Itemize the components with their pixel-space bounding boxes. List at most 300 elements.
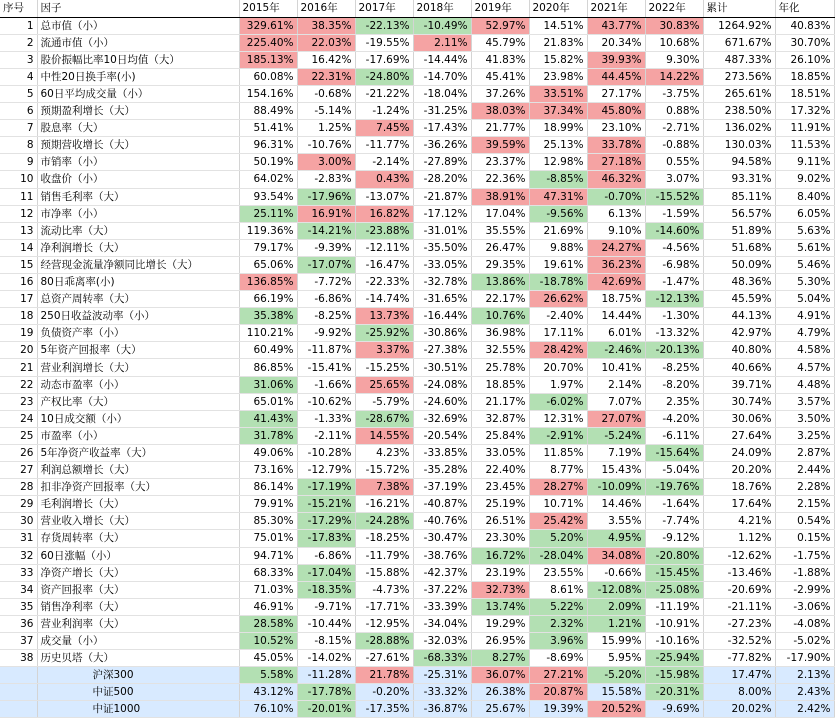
cumulative-cell: 1.12% [703,530,775,547]
factor-name: 市净率（小） [37,205,239,222]
year-return-cell: -8.69% [529,650,587,667]
year-return-cell: -40.87% [413,496,471,513]
col-header: 年化 [775,0,834,17]
row-index: 30 [0,513,37,530]
table-row [0,85,834,102]
year-return-cell: 75.01% [239,530,297,547]
year-return-cell: 33.78% [587,137,645,154]
year-return-cell: -17.07% [297,256,355,273]
year-return-cell: -6.86% [297,291,355,308]
annualized-cell: 8.40% [775,188,834,205]
year-return-cell: -10.62% [297,393,355,410]
year-return-cell: 66.19% [239,291,297,308]
annualized-cell: 2.42% [775,701,834,718]
year-return-cell: 3.55% [587,513,645,530]
year-return-cell: -9.69% [645,701,703,718]
annualized-cell: 0.54% [775,513,834,530]
table-row [0,154,834,171]
year-return-cell: -20.54% [413,427,471,444]
annualized-cell: 4.79% [775,325,834,342]
year-return-cell: -36.26% [413,137,471,154]
year-return-cell: 28.58% [239,615,297,632]
table-body [0,17,834,718]
row-index: 13 [0,222,37,239]
year-return-cell: -22.13% [355,17,413,34]
year-return-cell: 26.51% [471,513,529,530]
year-return-cell: -9.12% [645,530,703,547]
year-return-cell: 23.19% [471,564,529,581]
year-return-cell: -16.47% [355,256,413,273]
factor-name: 利润总额增长（大） [37,462,239,479]
year-return-cell: -13.32% [645,325,703,342]
table-row [0,342,834,359]
cumulative-cell: 17.64% [703,496,775,513]
row-index: 29 [0,496,37,513]
factor-name: 扣非净资产回报率（大） [37,479,239,496]
year-return-cell: -18.25% [355,530,413,547]
year-return-cell: 3.37% [355,342,413,359]
factor-name: 市销率（小） [37,154,239,171]
year-return-cell: -18.04% [413,85,471,102]
factor-name: 沪深300 [37,667,239,684]
row-index: 17 [0,291,37,308]
annualized-cell: 18.85% [775,68,834,85]
year-return-cell: 7.45% [355,120,413,137]
cumulative-cell: 44.13% [703,308,775,325]
row-index: 1 [0,17,37,34]
annualized-cell: 3.50% [775,410,834,427]
year-return-cell: -28.20% [413,171,471,188]
year-return-cell: -33.32% [413,684,471,701]
year-return-cell: 5.22% [529,598,587,615]
cumulative-cell: 51.89% [703,222,775,239]
factor-name: 流通市值（小） [37,34,239,51]
year-return-cell: -8.25% [297,308,355,325]
year-return-cell: 35.38% [239,308,297,325]
year-return-cell: -15.72% [355,462,413,479]
factor-name: 历史贝塔（大） [37,650,239,667]
cumulative-cell: -12.62% [703,547,775,564]
row-index: 16 [0,274,37,291]
row-index: 37 [0,632,37,649]
year-return-cell: -10.91% [645,615,703,632]
year-return-cell: 38.91% [471,188,529,205]
cumulative-cell: 40.66% [703,359,775,376]
table-row [0,410,834,427]
year-return-cell: -17.69% [355,51,413,68]
annualized-cell: 5.04% [775,291,834,308]
year-return-cell: -14.21% [297,222,355,239]
year-return-cell: 25.67% [471,701,529,718]
year-return-cell: 14.22% [645,68,703,85]
cumulative-cell: -32.52% [703,632,775,649]
table-row [0,650,834,667]
year-return-cell: 18.85% [471,376,529,393]
row-index: 20 [0,342,37,359]
col-header: 序号 [0,0,37,17]
year-return-cell: 26.95% [471,632,529,649]
year-return-cell: 2.09% [587,598,645,615]
row-index: 18 [0,308,37,325]
year-return-cell: -17.35% [355,701,413,718]
year-return-cell: 10.71% [529,496,587,513]
row-index: 12 [0,205,37,222]
table-row [0,222,834,239]
table-row [0,615,834,632]
annualized-cell: 5.30% [775,274,834,291]
factor-name: 成交量（小） [37,632,239,649]
year-return-cell: 32.55% [471,342,529,359]
year-return-cell: -0.68% [297,85,355,102]
factor-name: 负债资产率（小） [37,325,239,342]
col-header: 2017年 [355,0,413,17]
year-return-cell: 31.78% [239,427,297,444]
year-return-cell: -3.75% [645,85,703,102]
factor-name: 中性20日换手率(小) [37,68,239,85]
year-return-cell: -15.41% [297,359,355,376]
year-return-cell: -9.92% [297,325,355,342]
table-row [0,256,834,273]
year-return-cell: 39.93% [587,51,645,68]
year-return-cell: -1.66% [297,376,355,393]
year-return-cell: 329.61% [239,17,297,34]
cumulative-cell: 50.09% [703,256,775,273]
table-row [0,359,834,376]
year-return-cell: -9.39% [297,239,355,256]
year-return-cell: -31.25% [413,103,471,120]
year-return-cell: 46.91% [239,598,297,615]
year-return-cell: 65.01% [239,393,297,410]
year-return-cell: -10.09% [587,479,645,496]
year-return-cell: -10.28% [297,444,355,461]
cumulative-cell: -27.23% [703,615,775,632]
row-index: 15 [0,256,37,273]
year-return-cell: 18.99% [529,120,587,137]
annualized-cell: 11.53% [775,137,834,154]
year-return-cell: -1.30% [645,308,703,325]
year-return-cell: -18.35% [297,581,355,598]
year-return-cell: 23.98% [529,68,587,85]
year-return-cell: 60.08% [239,68,297,85]
year-return-cell: 185.13% [239,51,297,68]
year-return-cell: -6.86% [297,547,355,564]
table-row [0,17,834,34]
cumulative-cell: 130.03% [703,137,775,154]
year-return-cell: 14.44% [587,308,645,325]
year-return-cell: -35.50% [413,239,471,256]
year-return-cell: 1.97% [529,376,587,393]
year-return-cell: 10.68% [645,34,703,51]
annualized-cell: 26.10% [775,51,834,68]
year-return-cell: 2.11% [413,34,471,51]
annualized-cell: -3.06% [775,598,834,615]
col-header: 2019年 [471,0,529,17]
year-return-cell: 7.38% [355,479,413,496]
year-return-cell: 25.13% [529,137,587,154]
row-index: 19 [0,325,37,342]
year-return-cell: -17.71% [355,598,413,615]
year-return-cell: 20.87% [529,684,587,701]
year-return-cell: 12.31% [529,410,587,427]
row-index: 6 [0,103,37,120]
year-return-cell: -11.28% [297,667,355,684]
factor-name: 资产回报率（大） [37,581,239,598]
year-return-cell: 0.55% [645,154,703,171]
table-row [0,462,834,479]
row-index: 5 [0,85,37,102]
row-index: 14 [0,239,37,256]
year-return-cell: 16.82% [355,205,413,222]
year-return-cell: -11.77% [355,137,413,154]
year-return-cell: 136.85% [239,274,297,291]
cumulative-cell: 487.33% [703,51,775,68]
header-row [0,0,834,17]
year-return-cell: -12.79% [297,462,355,479]
cumulative-cell: -21.11% [703,598,775,615]
year-return-cell: 6.01% [587,325,645,342]
year-return-cell: 16.91% [297,205,355,222]
col-header: 因子 [37,0,239,17]
annualized-cell: 3.25% [775,427,834,444]
year-return-cell: -1.64% [645,496,703,513]
year-return-cell: -28.67% [355,410,413,427]
year-return-cell: -37.19% [413,479,471,496]
year-return-cell: 4.95% [587,530,645,547]
annualized-cell: 2.13% [775,667,834,684]
year-return-cell: -5.24% [587,427,645,444]
year-return-cell: 119.36% [239,222,297,239]
year-return-cell: -33.39% [413,598,471,615]
row-index: 35 [0,598,37,615]
year-return-cell: 1.21% [587,615,645,632]
year-return-cell: 23.55% [529,564,587,581]
table-row [0,513,834,530]
col-header: 累计 [703,0,775,17]
factor-name: 收盘价（小） [37,171,239,188]
year-return-cell: 27.21% [529,667,587,684]
annualized-cell: 4.57% [775,359,834,376]
year-return-cell: 3.07% [645,171,703,188]
year-return-cell: -0.88% [645,137,703,154]
year-return-cell: 5.95% [587,650,645,667]
year-return-cell: 68.33% [239,564,297,581]
year-return-cell: -33.05% [413,256,471,273]
year-return-cell: 9.30% [645,51,703,68]
year-return-cell: 9.10% [587,222,645,239]
table-row [0,68,834,85]
factor-name: 动态市盈率（小） [37,376,239,393]
year-return-cell: 34.08% [587,547,645,564]
row-index: 25 [0,427,37,444]
annualized-cell: 5.63% [775,222,834,239]
year-return-cell: -18.78% [529,274,587,291]
year-return-cell: 21.77% [471,120,529,137]
cumulative-cell: 56.57% [703,205,775,222]
year-return-cell: 76.10% [239,701,297,718]
year-return-cell: 22.40% [471,462,529,479]
annualized-cell: 2.28% [775,479,834,496]
year-return-cell: 15.58% [587,684,645,701]
year-return-cell: 14.51% [529,17,587,34]
year-return-cell: 0.43% [355,171,413,188]
table-row [0,376,834,393]
year-return-cell: -12.11% [355,239,413,256]
year-return-cell: 19.39% [529,701,587,718]
year-return-cell: 52.97% [471,17,529,34]
year-return-cell: 14.55% [355,427,413,444]
cumulative-cell: 85.11% [703,188,775,205]
year-return-cell: -17.19% [297,479,355,496]
year-return-cell: -32.69% [413,410,471,427]
year-return-cell: 21.78% [355,667,413,684]
year-return-cell: 25.84% [471,427,529,444]
year-return-cell: -42.37% [413,564,471,581]
year-return-cell: 88.49% [239,103,297,120]
annualized-cell: 5.46% [775,256,834,273]
year-return-cell: -14.60% [645,222,703,239]
year-return-cell: -17.78% [297,684,355,701]
year-return-cell: -37.22% [413,581,471,598]
year-return-cell: 85.30% [239,513,297,530]
year-return-cell: 20.52% [587,701,645,718]
year-return-cell: -30.51% [413,359,471,376]
year-return-cell: -1.24% [355,103,413,120]
factor-name: 预期营收增长（大） [37,137,239,154]
year-return-cell: 27.07% [587,410,645,427]
year-return-cell: -10.76% [297,137,355,154]
table-row [0,308,834,325]
row-index: 23 [0,393,37,410]
year-return-cell: 33.51% [529,85,587,102]
year-return-cell: 11.85% [529,444,587,461]
year-return-cell: -24.60% [413,393,471,410]
year-return-cell: -15.45% [645,564,703,581]
year-return-cell: 22.31% [297,68,355,85]
year-return-cell: 26.38% [471,684,529,701]
row-index: 8 [0,137,37,154]
year-return-cell: 47.31% [529,188,587,205]
table-row [0,598,834,615]
year-return-cell: -11.79% [355,547,413,564]
factor-name: 5年资产回报率（大） [37,342,239,359]
cumulative-cell: 39.71% [703,376,775,393]
year-return-cell: -8.85% [529,171,587,188]
year-return-cell: 31.06% [239,376,297,393]
year-return-cell: -8.20% [645,376,703,393]
year-return-cell: 23.10% [587,120,645,137]
benchmark-row [0,684,834,701]
year-return-cell: 38.35% [297,17,355,34]
table-row [0,479,834,496]
year-return-cell: -20.13% [645,342,703,359]
year-return-cell: -15.64% [645,444,703,461]
year-return-cell: 5.20% [529,530,587,547]
year-return-cell: -2.11% [297,427,355,444]
cumulative-cell: 18.76% [703,479,775,496]
table-row [0,444,834,461]
year-return-cell: -32.78% [413,274,471,291]
factor-name: 产权比率（大） [37,393,239,410]
year-return-cell: 10.52% [239,632,297,649]
year-return-cell: -12.95% [355,615,413,632]
annualized-cell: 2.15% [775,496,834,513]
table-row [0,205,834,222]
year-return-cell: -6.98% [645,256,703,273]
row-index: 22 [0,376,37,393]
row-index: 3 [0,51,37,68]
table-row [0,120,834,137]
year-return-cell: 1.25% [297,120,355,137]
year-return-cell: -4.20% [645,410,703,427]
year-return-cell: -1.33% [297,410,355,427]
year-return-cell: -2.83% [297,171,355,188]
year-return-cell: 79.91% [239,496,297,513]
year-return-cell: -17.96% [297,188,355,205]
table-row [0,137,834,154]
col-header: 2020年 [529,0,587,17]
row-index: 38 [0,650,37,667]
year-return-cell: 15.82% [529,51,587,68]
factor-name: 总资产周转率（大） [37,291,239,308]
year-return-cell: 45.79% [471,34,529,51]
year-return-cell: 14.46% [587,496,645,513]
year-return-cell: 26.62% [529,291,587,308]
year-return-cell: 32.73% [471,581,529,598]
year-return-cell: 18.75% [587,291,645,308]
year-return-cell: -8.15% [297,632,355,649]
year-return-cell: 22.36% [471,171,529,188]
row-index: 26 [0,444,37,461]
year-return-cell: -7.74% [645,513,703,530]
year-return-cell: 17.11% [529,325,587,342]
year-return-cell: -27.89% [413,154,471,171]
table-row [0,581,834,598]
annualized-cell: 4.58% [775,342,834,359]
col-header: 2021年 [587,0,645,17]
cumulative-cell: 136.02% [703,120,775,137]
year-return-cell: 17.04% [471,205,529,222]
col-header: 2015年 [239,0,297,17]
year-return-cell: -1.47% [645,274,703,291]
cumulative-cell: 1264.92% [703,17,775,34]
year-return-cell: -22.33% [355,274,413,291]
factor-name: 毛利润增长（大） [37,496,239,513]
row-index: 28 [0,479,37,496]
col-header: 2016年 [297,0,355,17]
factor-name: 10日成交额（小） [37,410,239,427]
year-return-cell: 94.71% [239,547,297,564]
row-index: 7 [0,120,37,137]
year-return-cell: 33.05% [471,444,529,461]
cumulative-cell: 27.64% [703,427,775,444]
year-return-cell: -14.44% [413,51,471,68]
year-return-cell: 15.43% [587,462,645,479]
annualized-cell: 4.48% [775,376,834,393]
cumulative-cell: 273.56% [703,68,775,85]
benchmark-row [0,667,834,684]
year-return-cell: -2.71% [645,120,703,137]
annualized-cell: -5.02% [775,632,834,649]
row-index: 2 [0,34,37,51]
factor-name: 净利润增长（大） [37,239,239,256]
year-return-cell: -16.21% [355,496,413,513]
year-return-cell: -38.76% [413,547,471,564]
year-return-cell: 96.31% [239,137,297,154]
year-return-cell: -4.56% [645,239,703,256]
year-return-cell: -17.29% [297,513,355,530]
year-return-cell: 25.19% [471,496,529,513]
cumulative-cell: 17.47% [703,667,775,684]
